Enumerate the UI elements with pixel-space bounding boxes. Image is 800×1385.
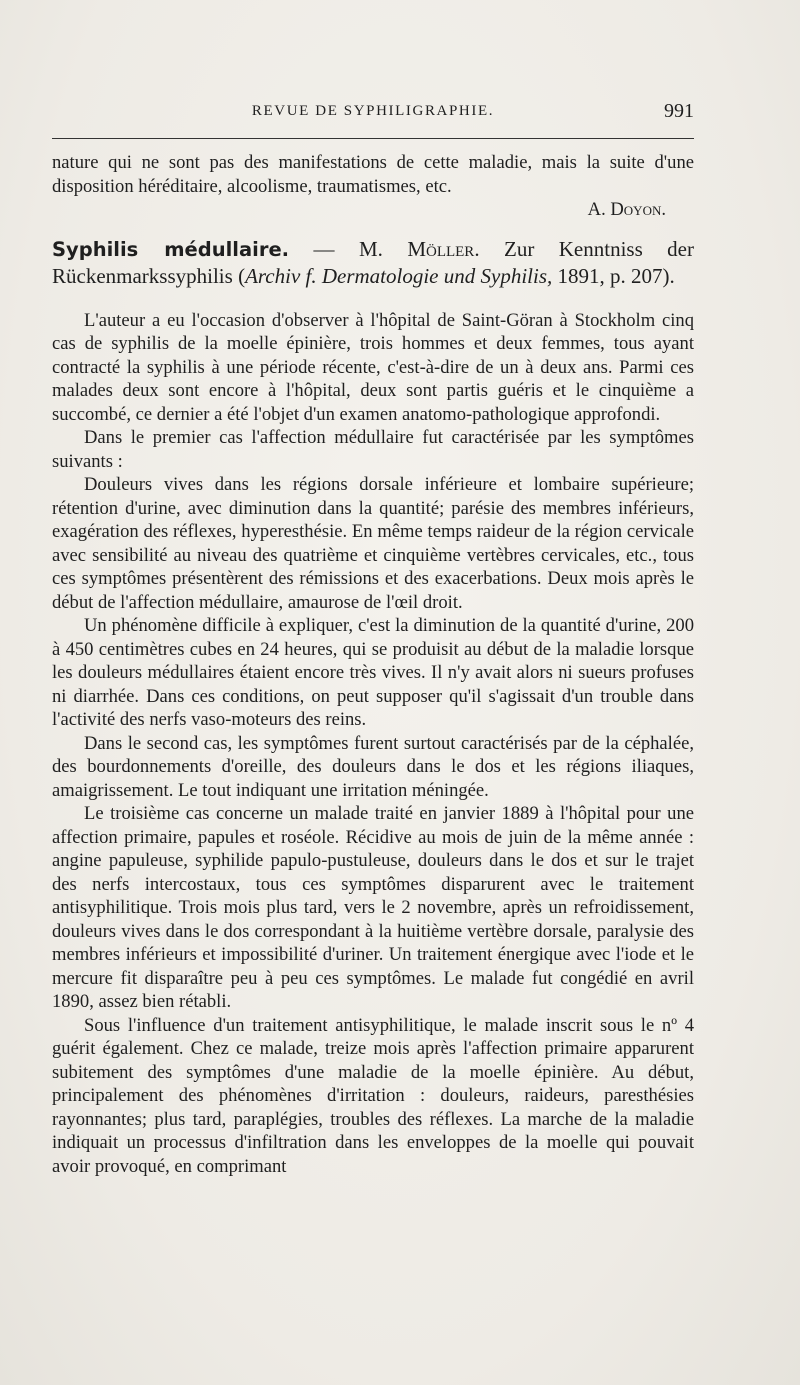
paragraph-1: L'auteur a eu l'occasion d'observer à l'hôpital de Saint-Göran à Stockholm cinq cas de syphilis de la moelle épinière, trois hommes et deux femmes, tous ayant contracté la syphilis à une période récente, c'est-à-dire de un à deux ans. Parmi ces malades deux sont encore à l'hôpital, deux sont partis guéris et le cinquième a succombé, ce dernier a été l'objet d'un examen anatomo-pathologique approfondi. [52,309,694,425]
header-rule [52,138,694,139]
heading-dash: — [289,236,359,261]
continuation-paragraph: nature qui ne sont pas des manifestations de cette maladie, mais la suite d'une disposition héréditaire, alcoolisme, traumatismes, etc. [52,152,694,197]
page-number: 991 [664,100,694,122]
author-initial: M. [358,236,408,261]
citation-details: 1891, p. 207). [552,263,675,288]
author-name: Möller [407,236,475,261]
article-title: Syphilis médullaire. [52,237,290,261]
paragraph-2: Dans le premier cas l'affection médullaire fut caractérisée par les symptômes suivants : [52,427,694,472]
paragraph-5: Dans le second cas, les symptômes furent surtout caractérisés par de la céphalée, des bourdonnements d'oreille, des douleurs dans le dos et les régions iliaques, amaigrissement. Le tout indiquant une irritation méningée. [52,732,694,801]
paragraph-4: Un phénomène difficile à expliquer, c'est la diminution de la quantité d'urine, 200 à 450 centimètres cubes en 24 heures, qui se produisit au début de la maladie lorsque les douleurs médullaires étaient encore très vives. Il n'y avait alors ni sueurs profuses ni diarrhée. Dans ces conditions, on peut supposer qu'il s'agissait d'un trouble dans l'activité des nerfs vaso-moteurs des reins. [52,615,694,730]
paragraph-7: Sous l'influence d'un traitement antisyphilitique, le malade inscrit sous le nº 4 guérit également. Chez ce malade, treize mois après l'affection primaire apparurent subitement des symptômes d'une maladie de la moelle épinière. Au début, principalement des phénomènes d'irritation : douleurs, raideurs, paresthésies rayonnantes; plus tard, paraplégies, troubles des réflexes. La marche de la maladie indiquait un processus d'infiltration dans les enveloppes de la moelle qui pouvait avoir provoqué, en comprimant [52,1014,694,1177]
page-header [52,100,694,130]
citation-title: . Zur Kenntniss der Rückenmarkssyphilis ( [52,236,694,288]
article-body [52,151,694,1178]
journal-name: Archiv f. Dermatologie und Syphilis, [245,263,553,288]
paragraph-3: Douleurs vives dans les régions dorsale inférieure et lombaire supérieure; rétention d'urine, avec diminution dans la quantité; parésie des membres inférieurs, exagération des réflexes, hyperesthésie. En même temps raideur de la région cervicale avec sensibilité au niveau des quatrième et cinquième vertèbres cervicales, etc., tous ces symptômes présentèrent des rémissions et des exacerbations. Deux mois après le début de l'affection médullaire, amaurose de l'œil droit. [52,474,694,613]
paragraph-6: Le troisième cas concerne un malade traité en janvier 1889 à l'hôpital pour une affection primaire, papules et roséole. Récidive au mois de juin de la même année : angine papuleuse, syphilide papulo-pustuleuse, douleurs dans le dos et sur le trajet des nerfs intercostaux, tous ces symptômes disparurent avec le traitement antisyphilitique. Trois mois plus tard, vers le 2 novembre, après un refroidissement, douleurs vives dans le dos correspondant à la huitième vertèbre dorsale, paralysie des membres inférieurs et impossibilité d'uriner. Un traitement énergique avec l'iode et le mercure fit disparaître peu à peu ces symptômes. Le malade fut congédié en avril 1890, assez bien rétabli. [52,803,694,1012]
running-title: REVUE DE SYPHILIGRAPHIE. [251,103,495,119]
signature: A. Doyon. [587,199,666,220]
article-heading [52,236,694,289]
